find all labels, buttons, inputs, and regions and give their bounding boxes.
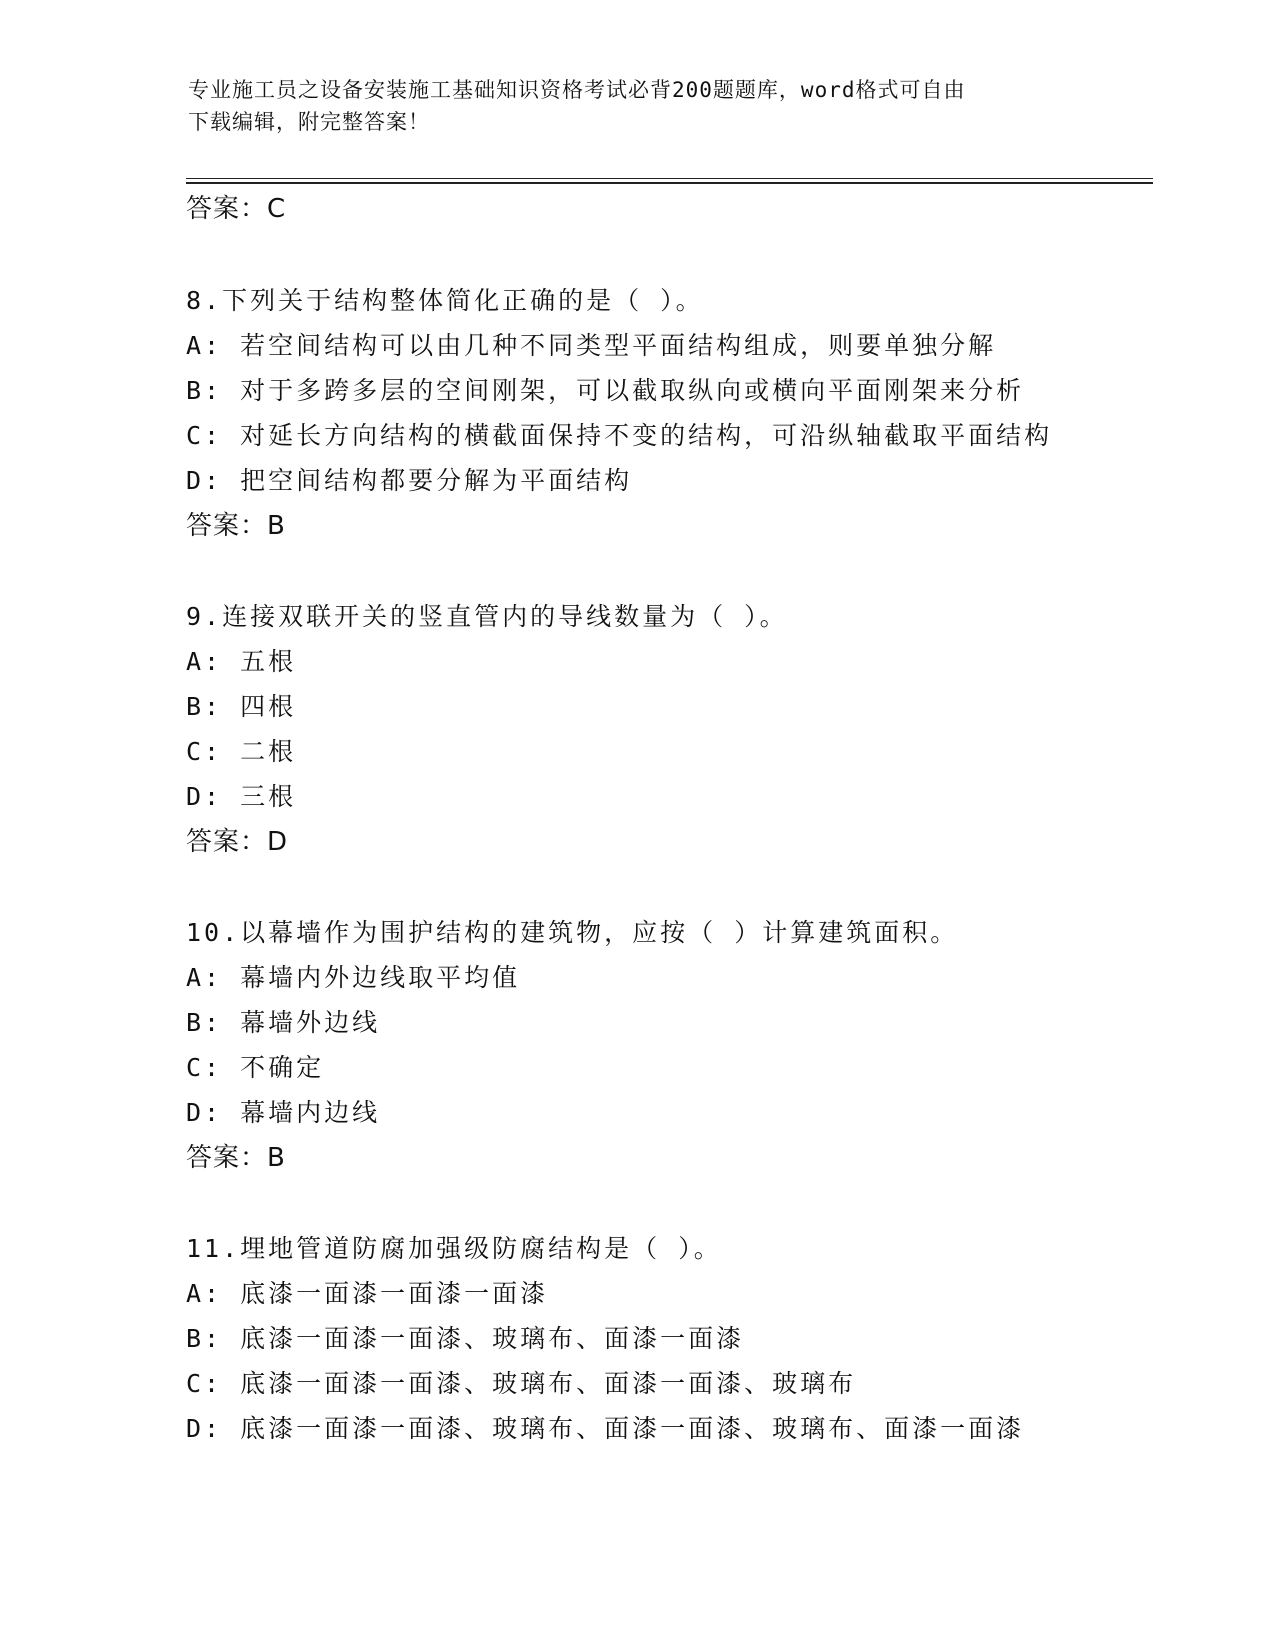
question-8-option-b: B: 对于多跨多层的空间刚架，可以截取纵向或横向平面刚架来分析: [186, 376, 1025, 405]
question-10-option-c: C: 不确定: [186, 1053, 325, 1082]
header-divider-thin: [186, 178, 1153, 179]
question-10-stem: 10.以幕墙作为围护结构的建筑物，应按（ ）计算建筑面积。: [186, 918, 959, 947]
question-10-answer: 答案：B: [186, 1143, 286, 1173]
question-9-option-a: A: 五根: [186, 647, 297, 676]
header-divider-thick: [186, 182, 1153, 184]
question-9-answer: 答案：D: [186, 827, 289, 857]
question-8-stem: 8.下列关于结构整体简化正确的是（ ）。: [186, 286, 704, 315]
question-9-stem: 9.连接双联开关的竖直管内的导线数量为（ ）。: [186, 602, 788, 631]
question-11-option-d: D: 底漆一面漆一面漆、玻璃布、面漆一面漆、玻璃布、面漆一面漆: [186, 1414, 1025, 1443]
header-line-1: 专业施工员之设备安装施工基础知识资格考试必背200题题库，word格式可自由: [188, 78, 966, 102]
document-header: [188, 74, 1088, 138]
question-10-option-b: B: 幕墙外边线: [186, 1008, 381, 1037]
question-11-option-a: A: 底漆一面漆一面漆一面漆: [186, 1279, 549, 1308]
question-8-option-d: D: 把空间结构都要分解为平面结构: [186, 466, 633, 495]
question-11-stem: 11.埋地管道防腐加强级防腐结构是（ ）。: [186, 1234, 722, 1263]
question-10-option-d: D: 幕墙内边线: [186, 1098, 381, 1127]
question-8-answer: 答案：B: [186, 511, 286, 541]
question-11-option-b: B: 底漆一面漆一面漆、玻璃布、面漆一面漆: [186, 1324, 745, 1353]
question-8-option-a: A: 若空间结构可以由几种不同类型平面结构组成，则要单独分解: [186, 331, 997, 360]
question-8-option-c: C: 对延长方向结构的横截面保持不变的结构，可沿纵轴截取平面结构: [186, 421, 1053, 450]
question-9-option-b: B: 四根: [186, 692, 297, 721]
question-10-option-a: A: 幕墙内外边线取平均值: [186, 963, 521, 992]
answer-prev: 答案：C: [186, 194, 287, 224]
question-9-option-d: D: 三根: [186, 782, 297, 811]
question-9-option-c: C: 二根: [186, 737, 297, 766]
question-11-option-c: C: 底漆一面漆一面漆、玻璃布、面漆一面漆、玻璃布: [186, 1369, 857, 1398]
header-line-2: 下载编辑，附完整答案！: [188, 110, 430, 134]
